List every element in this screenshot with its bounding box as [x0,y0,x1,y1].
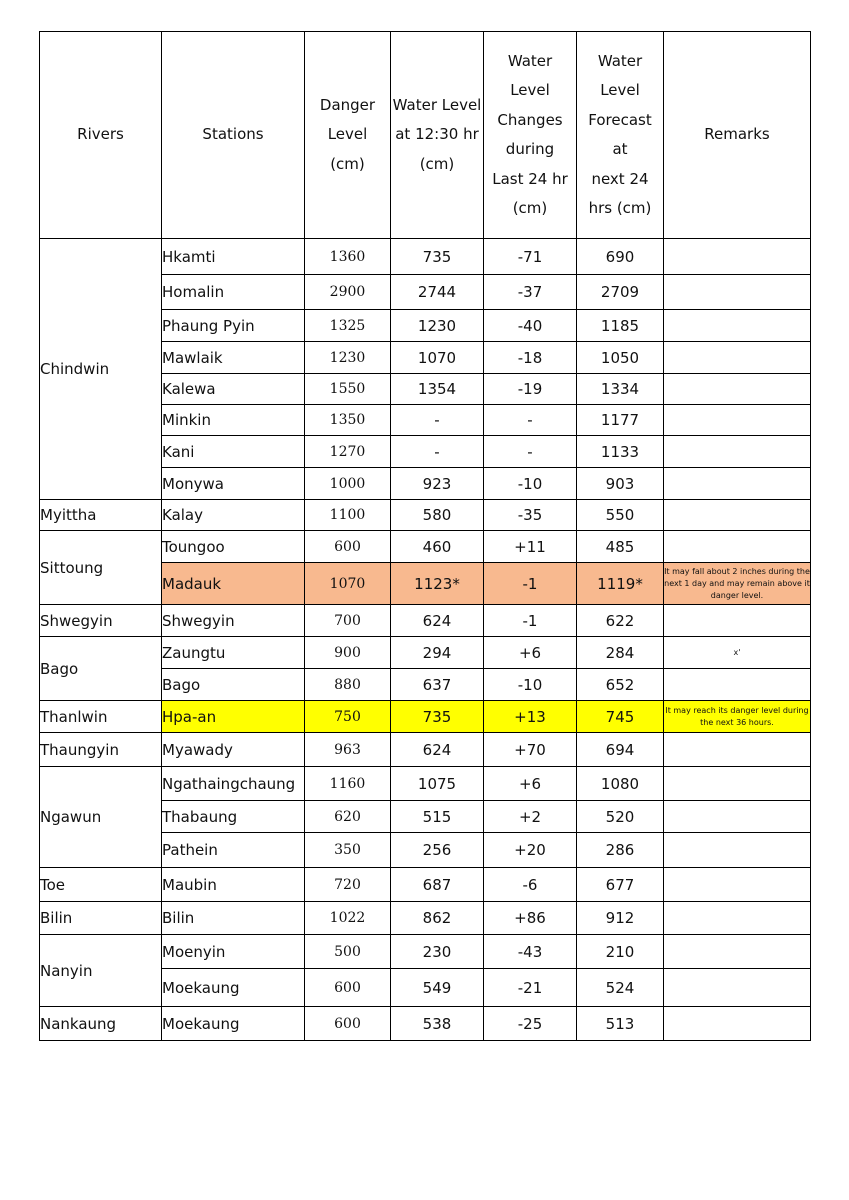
danger-level-cell: 700 [305,605,391,637]
station-cell: Phaung Pyin [162,310,305,342]
header-line: at [612,140,628,158]
river-name-cell: Thaungyin [40,733,162,767]
water-level-cell: 735 [391,239,484,275]
table-row [40,733,811,767]
station-cell: Bago [162,669,305,701]
danger-level-cell: 500 [305,935,391,969]
change-cell: - [484,405,577,436]
change-cell: -71 [484,239,577,275]
danger-level-cell: 1160 [305,767,391,801]
table-row [40,239,811,275]
station-cell: Moekaung [162,969,305,1007]
table-row [40,868,811,902]
forecast-cell: 622 [577,605,664,637]
forecast-cell: 912 [577,902,664,935]
header-line: Water Level [392,95,482,114]
remark-cell [664,436,811,468]
change-cell: -43 [484,935,577,969]
header-remarks: Remarks [664,32,811,239]
header-row [40,32,811,239]
station-cell: Thabaung [162,801,305,833]
river-water-level-table [39,31,811,1041]
station-cell: Maubin [162,868,305,902]
change-cell: -35 [484,500,577,531]
danger-level-cell: 1022 [305,902,391,935]
change-cell: +20 [484,833,577,868]
header-line: Level [327,125,368,144]
danger-level-cell: 1325 [305,310,391,342]
remark-cell [664,275,811,310]
water-level-cell: 687 [391,868,484,902]
forecast-cell: 1050 [577,342,664,374]
river-name-cell: Toe [40,868,162,902]
remark-cell [664,239,811,275]
water-level-cell: 2744 [391,275,484,310]
water-level-cell: 1123* [391,563,484,605]
forecast-cell: 1185 [577,310,664,342]
header-line: hrs (cm) [588,199,652,217]
water-level-cell: - [391,436,484,468]
danger-level-cell: 750 [305,701,391,733]
river-name-cell: Shwegyin [40,605,162,637]
forecast-cell: 694 [577,733,664,767]
change-cell: -10 [484,669,577,701]
station-cell: Moekaung [162,1007,305,1041]
water-level-cell: 624 [391,733,484,767]
header-danger-level [305,32,391,239]
table-row [40,767,811,801]
station-cell: Mawlaik [162,342,305,374]
river-name-cell: Sittoung [40,531,162,605]
header-line: during [505,140,555,158]
change-cell: -10 [484,468,577,500]
change-cell: -40 [484,310,577,342]
danger-level-cell: 620 [305,801,391,833]
forecast-cell: 690 [577,239,664,275]
change-cell: +2 [484,801,577,833]
station-cell: Minkin [162,405,305,436]
danger-level-cell: 600 [305,531,391,563]
remark-cell [664,405,811,436]
danger-level-cell: 720 [305,868,391,902]
table-row [40,935,811,969]
station-cell: Zaungtu [162,637,305,669]
remark-cell [664,468,811,500]
forecast-cell: 2709 [577,275,664,310]
station-cell: Bilin [162,902,305,935]
forecast-cell: 745 [577,701,664,733]
danger-level-cell: 2900 [305,275,391,310]
change-cell: +6 [484,767,577,801]
table-row [40,605,811,637]
header-line: at 12:30 hr [395,125,479,144]
remark-cell [664,531,811,563]
river-name-cell: Nanyin [40,935,162,1007]
water-level-cell: 735 [391,701,484,733]
remark-cell [664,310,811,342]
header-stations: Stations [162,32,305,239]
change-cell: -18 [484,342,577,374]
danger-level-cell: 1000 [305,468,391,500]
station-cell: Kalewa [162,374,305,405]
danger-level-cell: 1100 [305,500,391,531]
change-cell: +13 [484,701,577,733]
header-line: Last 24 hr [492,169,568,188]
header-line: (cm) [330,154,365,173]
water-level-cell: 1230 [391,310,484,342]
forecast-cell: 485 [577,531,664,563]
table-row [40,637,811,669]
remark-cell [664,801,811,833]
water-level-cell: 538 [391,1007,484,1041]
forecast-cell: 652 [577,669,664,701]
water-level-cell: 1354 [391,374,484,405]
remark-cell [664,902,811,935]
river-name-cell: Bago [40,637,162,701]
header-line: Level [510,81,550,99]
change-cell: -1 [484,563,577,605]
table-row [40,531,811,563]
header-line: next 24 [591,169,649,188]
water-level-cell: 460 [391,531,484,563]
header-rivers: Rivers [40,32,162,239]
water-level-cell: - [391,405,484,436]
station-cell: Myawady [162,733,305,767]
danger-level-cell: 600 [305,1007,391,1041]
change-cell: -19 [484,374,577,405]
remark-cell [664,833,811,868]
change-cell: -37 [484,275,577,310]
forecast-cell: 1119* [577,563,664,605]
station-cell: Moenyin [162,935,305,969]
danger-level-cell: 1270 [305,436,391,468]
danger-level-cell: 1550 [305,374,391,405]
header-line: Forecast [588,110,652,129]
danger-level-cell: 900 [305,637,391,669]
water-level-cell: 862 [391,902,484,935]
table-row [40,1007,811,1041]
header-changes [484,32,577,239]
station-cell: Ngathaingchaung [162,767,305,801]
station-cell: Monywa [162,468,305,500]
station-cell: Hkamti [162,239,305,275]
water-level-cell: 294 [391,637,484,669]
danger-level-cell: 600 [305,969,391,1007]
forecast-cell: 1133 [577,436,664,468]
danger-level-cell: 350 [305,833,391,868]
danger-level-cell: 1350 [305,405,391,436]
forecast-cell: 210 [577,935,664,969]
river-name-cell: Chindwin [40,239,162,500]
remark-cell [664,669,811,701]
table-row [40,902,811,935]
water-level-cell: 624 [391,605,484,637]
forecast-cell: 284 [577,637,664,669]
change-cell: +11 [484,531,577,563]
station-cell: Kani [162,436,305,468]
river-name-cell: Nankaung [40,1007,162,1041]
remark-cell [664,969,811,1007]
station-cell: Kalay [162,500,305,531]
river-name-cell: Bilin [40,902,162,935]
forecast-cell: 550 [577,500,664,531]
river-name-cell: Myittha [40,500,162,531]
table-body [40,239,811,1041]
header-line: Changes [497,110,563,129]
water-level-cell: 230 [391,935,484,969]
change-cell: -21 [484,969,577,1007]
change-cell: -25 [484,1007,577,1041]
header-water-level [391,32,484,239]
forecast-cell: 1334 [577,374,664,405]
water-level-cell: 256 [391,833,484,868]
forecast-cell: 286 [577,833,664,868]
water-level-cell: 580 [391,500,484,531]
danger-level-cell: 1230 [305,342,391,374]
header-line: Water [597,51,643,70]
header-line: (cm) [512,199,548,217]
station-cell: Pathein [162,833,305,868]
forecast-cell: 524 [577,969,664,1007]
remark-cell [664,605,811,637]
water-level-cell: 515 [391,801,484,833]
forecast-cell: 513 [577,1007,664,1041]
remark-cell [664,935,811,969]
change-cell: +86 [484,902,577,935]
forecast-cell: 1080 [577,767,664,801]
water-level-cell: 1070 [391,342,484,374]
remark-cell [664,868,811,902]
remark-cell: x' [664,637,811,669]
danger-level-cell: 1070 [305,563,391,605]
water-level-cell: 637 [391,669,484,701]
danger-level-cell: 963 [305,733,391,767]
table-row [40,500,811,531]
water-level-cell: 923 [391,468,484,500]
remark-cell: It may fall about 2 inches during the next 1 day and may remain above it danger level. [664,563,811,605]
header-line: Level [600,81,640,99]
remark-cell [664,1007,811,1041]
header-forecast [577,32,664,239]
danger-level-cell: 1360 [305,239,391,275]
forecast-cell: 1177 [577,405,664,436]
forecast-cell: 520 [577,801,664,833]
station-cell: Madauk [162,563,305,605]
remark-cell [664,342,811,374]
change-cell: +6 [484,637,577,669]
station-cell: Shwegyin [162,605,305,637]
header-line: Water [507,51,553,70]
station-cell: Toungoo [162,531,305,563]
remark-cell [664,767,811,801]
forecast-cell: 903 [577,468,664,500]
water-level-cell: 549 [391,969,484,1007]
change-cell: -6 [484,868,577,902]
remark-cell [664,374,811,405]
change-cell: +70 [484,733,577,767]
change-cell: -1 [484,605,577,637]
river-name-cell: Ngawun [40,767,162,868]
remark-cell [664,500,811,531]
danger-level-cell: 880 [305,669,391,701]
river-name-cell: Thanlwin [40,701,162,733]
remark-cell: It may reach its danger level during the next 36 hours. [664,701,811,733]
change-cell: - [484,436,577,468]
header-line: Danger [319,95,376,114]
table-row [40,701,811,733]
header-line: (cm) [419,154,455,173]
remark-cell [664,733,811,767]
station-cell: Hpa-an [162,701,305,733]
forecast-cell: 677 [577,868,664,902]
station-cell: Homalin [162,275,305,310]
water-level-cell: 1075 [391,767,484,801]
